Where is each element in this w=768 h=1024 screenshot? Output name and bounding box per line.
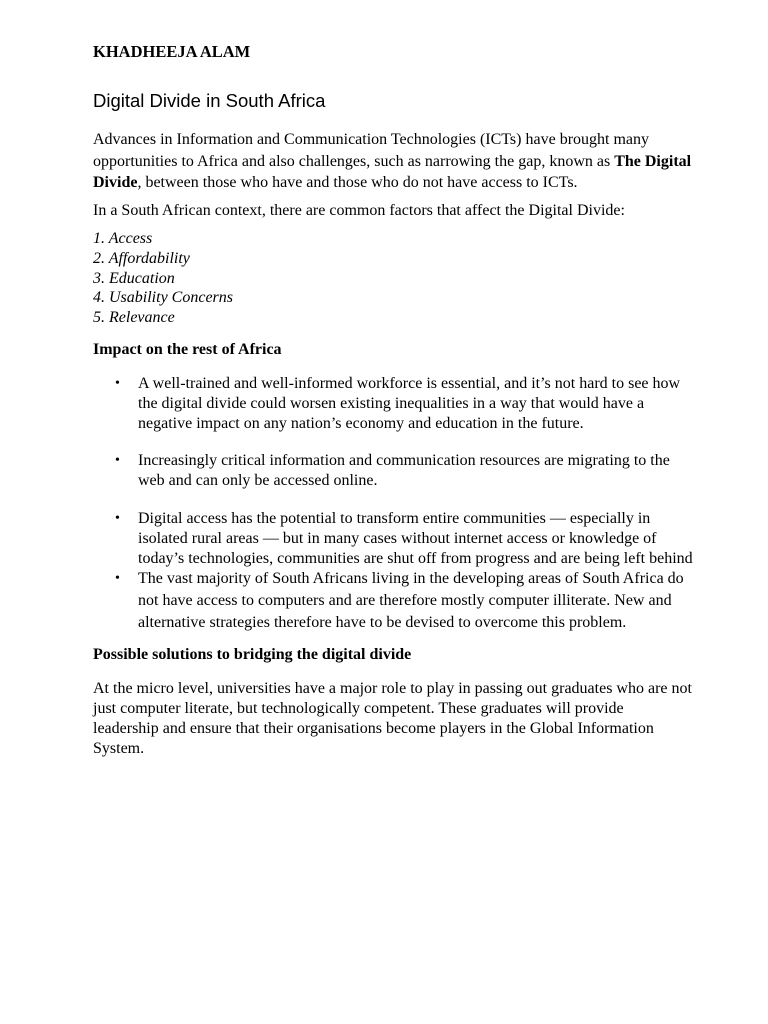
bullet-icon: •: [115, 453, 120, 469]
factor-item: 2. Affordability: [93, 249, 190, 267]
factors-list: [93, 229, 693, 328]
intro-bold-term: The Digital Divide: [93, 152, 692, 191]
impact-bullets: [93, 374, 693, 633]
bullet-text: Digital access has the potential to transform entire communities — especially in isolated rural areas — but in many cases without internet access or knowledge of today’s technologies, communities are shut off from progress and are being left behind: [138, 509, 693, 567]
bullet-item: [93, 509, 693, 568]
bullet-icon: •: [115, 510, 120, 526]
bullet-icon: •: [115, 375, 120, 391]
intro-text-after: , between those who have and those who do not have access to ICTs.: [137, 174, 578, 191]
factor-item: 5. Relevance: [93, 309, 175, 327]
document-title: Digital Divide in South Africa: [93, 90, 326, 111]
bullet-item: [93, 568, 693, 633]
factor-item: 4. Usability Concerns: [93, 289, 233, 307]
document-page: [93, 42, 693, 758]
bullet-item: [93, 451, 693, 491]
factor-item: 1. Access: [93, 230, 153, 247]
context-paragraph: In a South African context, there are common factors that affect the Digital Divide:: [93, 201, 625, 219]
bullet-icon: •: [115, 571, 120, 587]
solutions-paragraph: At the micro level, universities have a major role to play in passing out graduates who are not just computer literate, but technologically competent. These graduates will provide leadership and ensure that their organisations become players in the Global Information System.: [93, 680, 692, 757]
factor-item: 3. Education: [93, 269, 175, 287]
bullet-text: Increasingly critical information and communication resources are migrating to the web and can only be accessed online.: [138, 452, 670, 490]
intro-text-before: Advances in Information and Communication Technologies (ICTs) have brought many opportunities to Africa and also challenges, such as narrowing the gap, known as: [93, 131, 650, 170]
solutions-heading: Possible solutions to bridging the digital divide: [93, 646, 412, 664]
author-name: KHADHEEJA ALAM: [93, 42, 251, 61]
bullet-text: A well-trained and well-informed workforce is essential, and it’s not hard to see how the digital divide could worsen existing inequalities in a way that would have a negative impact on any nation’s economy and education in the future.: [138, 374, 681, 432]
intro-paragraph: [93, 129, 693, 194]
bullet-item: [93, 374, 693, 433]
impact-heading: Impact on the rest of Africa: [93, 340, 282, 358]
bullet-text: The vast majority of South Africans living in the developing areas of South Africa do not have access to computers and are therefore mostly computer illiterate. New and alternative strategies therefore have to be devised to overcome this problem.: [138, 570, 684, 631]
